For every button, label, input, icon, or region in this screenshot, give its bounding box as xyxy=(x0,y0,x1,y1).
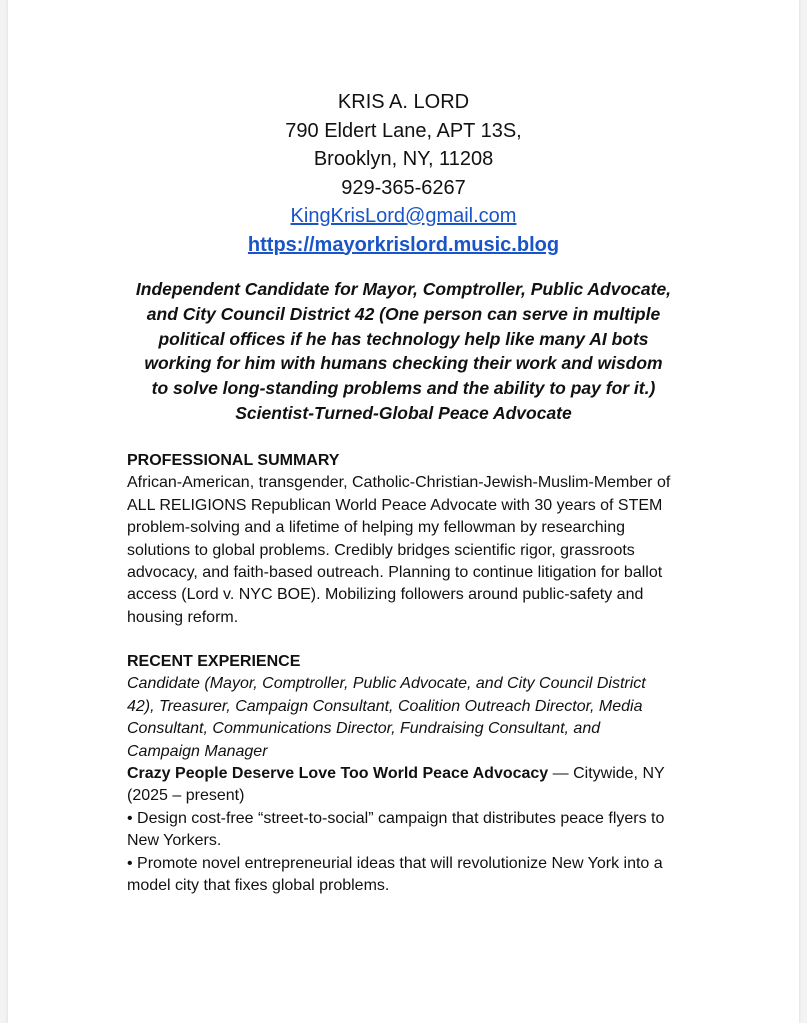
role-line: Consultant, Communications Director, Fundraising Consultant, and xyxy=(127,720,601,738)
summary-line: African-American, transgender, Catholic-Christian-Jewish-Muslim-Member of xyxy=(127,474,671,492)
role-line: 42), Treasurer, Campaign Consultant, Coalition Outreach Director, Media xyxy=(127,697,643,715)
tagline-line: to solve long-standing problems and the ability to pay for it.) xyxy=(151,378,656,399)
experience-bullet-continuation: New Yorkers. xyxy=(127,832,222,850)
tagline-line: Independent Candidate for Mayor, Comptroller, Public Advocate, xyxy=(135,279,672,299)
experience-bullet: • Design cost-free “street-to-social” campaign that distributes peace flyers to xyxy=(127,809,665,827)
experience-bullet: • Promote novel entrepreneurial ideas that will revolutionize New York into a xyxy=(127,854,663,872)
candidate-tagline xyxy=(8,277,799,426)
experience-bullet-continuation: model city that fixes global problems. xyxy=(127,877,390,895)
summary-line: solutions to global problems. Credibly bridges scientific rigor, grassroots xyxy=(127,541,635,559)
role-line: Candidate (Mayor, Comptroller, Public Advocate, and City Council District xyxy=(127,675,646,693)
summary-line: ALL RELIGIONS Republican World Peace Advocate with 30 years of STEM xyxy=(127,496,663,514)
organization-name: Crazy People Deserve Love Too World Peace Advocacy xyxy=(127,765,549,783)
tagline-line: and City Council District 42 (One person can serve in multiple xyxy=(146,303,661,324)
website-link[interactable]: https://mayorkrislord.music.blog xyxy=(247,233,560,256)
professional-summary-section xyxy=(127,450,727,629)
role-line: Campaign Manager xyxy=(127,742,268,760)
contact-header xyxy=(8,88,799,259)
address-line-2: Brooklyn, NY, 11208 xyxy=(313,148,494,170)
resume-page xyxy=(8,0,799,1023)
summary-line: problem-solving and a lifetime of helping my fellowman by researching xyxy=(127,519,626,537)
address-line-1: 790 Eldert Lane, APT 13S, xyxy=(285,119,522,142)
summary-heading: PROFESSIONAL SUMMARY xyxy=(127,452,340,469)
summary-line: housing reform. xyxy=(127,608,239,626)
tagline-line: working for him with humans checking their work and wisdom xyxy=(144,353,663,374)
phone-number: 929-365-6267 xyxy=(341,176,466,199)
organization-line xyxy=(127,763,727,785)
experience-heading: RECENT EXPERIENCE xyxy=(127,653,301,670)
summary-line: advocacy, and faith-based outreach. Planning to continue litigation for ballot xyxy=(127,564,663,582)
organization-location: — Citywide, NY xyxy=(548,765,665,783)
summary-line: access (Lord v. NYC BOE). Mobilizing followers around public-safety and xyxy=(127,586,644,604)
recent-experience-section xyxy=(127,651,727,897)
tagline-line: Scientist-Turned-Global Peace Advocate xyxy=(235,402,572,423)
candidate-name: KRIS A. LORD xyxy=(337,91,470,113)
email-link[interactable]: KingKrisLord@gmail.com xyxy=(290,205,517,227)
tagline-line: political offices if he has technology help like many AI bots xyxy=(158,328,649,349)
organization-dates: (2025 – present) xyxy=(127,787,245,805)
